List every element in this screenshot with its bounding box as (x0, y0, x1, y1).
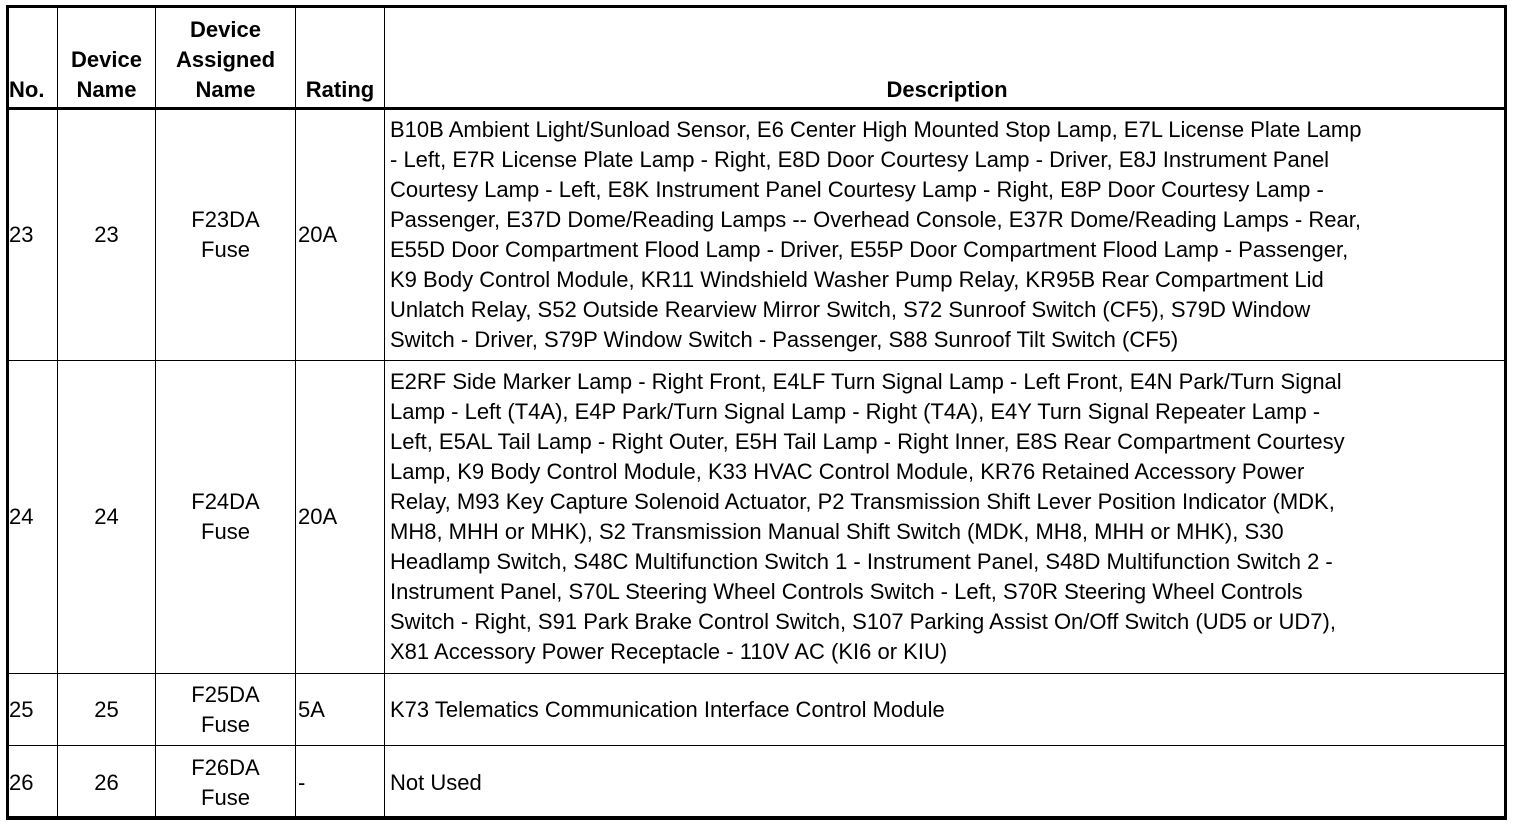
assigned-line-2: Fuse (201, 237, 250, 262)
description-line: Unlatch Relay, S52 Outside Rearview Mirror Switch, S72 Sunroof Switch (CF5), S79D Window (390, 297, 1311, 322)
description-line: Lamp, K9 Body Control Module, K33 HVAC Control Module, KR76 Retained Accessory Power (390, 459, 1305, 484)
header-rating-text: Rating (305, 77, 375, 102)
cell-description (385, 109, 1507, 361)
description-line: Switch - Driver, S79P Window Switch - Passenger, S88 Sunroof Tilt Switch (CF5) (390, 327, 1179, 352)
header-no-text: No. (9, 77, 45, 102)
description-line: Not Used (390, 769, 482, 795)
table-row (7, 746, 1507, 820)
assigned-line-2: Fuse (201, 711, 250, 737)
header-device-assigned-name (156, 6, 296, 109)
cell-rating: 20A (296, 361, 385, 674)
cell-assigned (156, 746, 296, 820)
description-line: E2RF Side Marker Lamp - Right Front, E4LF Turn Signal Lamp - Left Front, E4N Park/Turn Signal (390, 369, 1342, 394)
description-line: K9 Body Control Module, KR11 Windshield Washer Pump Relay, KR95B Rear Compartment Lid (390, 267, 1324, 292)
assigned-line-2: Fuse (201, 784, 250, 810)
description-line: Relay, M93 Key Capture Solenoid Actuator, P2 Transmission Shift Lever Position Indicator (MDK, (390, 489, 1335, 514)
assigned-line-1: F24DA (191, 489, 260, 514)
fuse-table (6, 5, 1507, 820)
description-line: Switch - Right, S91 Park Brake Control Switch, S107 Parking Assist On/Off Switch (UD5 or UD7), (390, 609, 1336, 634)
cell-rating: - (296, 746, 385, 820)
cell-device-name: 26 (58, 746, 156, 820)
cell-assigned (156, 361, 296, 674)
table-row (7, 361, 1507, 674)
header-rating (296, 6, 385, 109)
header-assigned-line-3: Name (195, 77, 256, 102)
cell-description (385, 361, 1507, 674)
cell-assigned (156, 109, 296, 361)
cell-assigned (156, 674, 296, 746)
description-line: Lamp - Left (T4A), E4P Park/Turn Signal Lamp - Right (T4A), E4Y Turn Signal Repeater Lamp - (390, 399, 1321, 424)
assigned-line-1: F25DA (191, 681, 260, 707)
header-assigned-line-2: Assigned (175, 47, 276, 72)
cell-device-name: 23 (58, 109, 156, 361)
cell-device-name: 25 (58, 674, 156, 746)
cell-description (385, 674, 1507, 746)
header-device-name-line-1: Device (71, 47, 142, 72)
table-row (7, 674, 1507, 746)
cell-rating: 20A (296, 109, 385, 361)
cell-rating: 5A (296, 674, 385, 746)
description-line: - Left, E7R License Plate Lamp - Right, E8D Door Courtesy Lamp - Driver, E8J Instrument Panel (390, 147, 1330, 172)
description-line: Instrument Panel, S70L Steering Wheel Controls Switch - Left, S70R Steering Wheel Controls (390, 579, 1303, 604)
table-row (7, 109, 1507, 361)
cell-no: 23 (7, 109, 58, 361)
header-device-name-line-2: Name (76, 77, 137, 102)
header-description-text: Description (886, 77, 1008, 102)
header-row (7, 6, 1507, 109)
assigned-line-1: F26DA (191, 754, 260, 780)
description-line: B10B Ambient Light/Sunload Sensor, E6 Center High Mounted Stop Lamp, E7L License Plate Lamp (390, 117, 1362, 142)
header-assigned-line-1: Device (190, 17, 261, 42)
header-device-name (58, 6, 156, 109)
description-line: Left, E5AL Tail Lamp - Right Outer, E5H Tail Lamp - Right Inner, E8S Rear Compartment Courtesy (390, 429, 1345, 454)
description-line: K73 Telematics Communication Interface Control Module (390, 696, 945, 722)
description-line: Passenger, E37D Dome/Reading Lamps -- Overhead Console, E37R Dome/Reading Lamps - Rear, (390, 207, 1361, 232)
description-line: MH8, MHH or MHK), S2 Transmission Manual Shift Switch (MDK, MH8, MHH or MHK), S30 (390, 519, 1284, 544)
cell-no: 24 (7, 361, 58, 674)
header-no (7, 6, 58, 109)
description-line: Headlamp Switch, S48C Multifunction Switch 1 - Instrument Panel, S48D Multifunction Switch 2 - (390, 549, 1333, 574)
description-line: X81 Accessory Power Receptacle - 110V AC (KI6 or KIU) (390, 639, 948, 664)
cell-no: 25 (7, 674, 58, 746)
header-description (385, 6, 1507, 109)
assigned-line-1: F23DA (191, 207, 260, 232)
description-line: E55D Door Compartment Flood Lamp - Driver, E55P Door Compartment Flood Lamp - Passenger, (390, 237, 1349, 262)
cell-no: 26 (7, 746, 58, 820)
assigned-line-2: Fuse (201, 519, 250, 544)
cell-device-name: 24 (58, 361, 156, 674)
description-line: Courtesy Lamp - Left, E8K Instrument Panel Courtesy Lamp - Right, E8P Door Courtesy Lamp - (390, 177, 1324, 202)
cell-description (385, 746, 1507, 820)
